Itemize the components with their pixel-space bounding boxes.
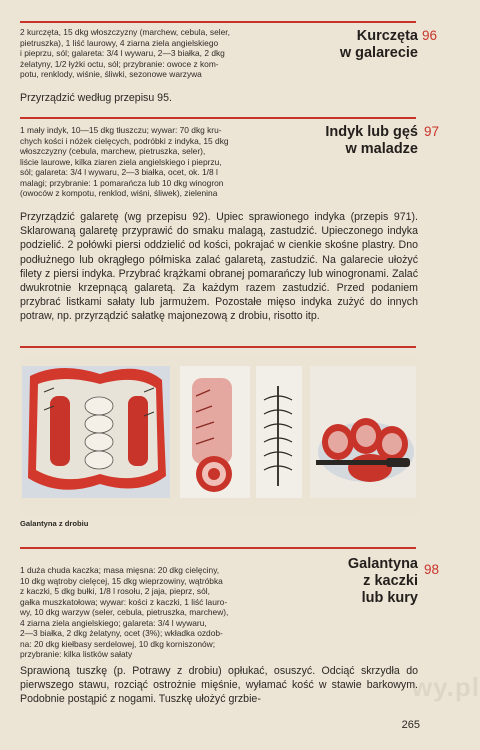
page-number: 265 xyxy=(401,719,420,731)
sliced-galantine-panel xyxy=(310,366,416,498)
ingredient-line: wy, 10 dkg warzyw (seler, cebula, pietruszka, marchew), xyxy=(20,607,229,617)
recipe-98-top-rule xyxy=(20,547,416,549)
ingredient-line: na: 20 dkg kiełbasy serdelowej, 10 dkg korniszonów; xyxy=(20,638,216,649)
recipe-98-ingredients xyxy=(20,565,310,660)
ingredient-line: i pieprzu, sól; galareta: 3/4 l wywaru, 2—3 białka, 2 dkg xyxy=(20,48,225,58)
recipe-98-title xyxy=(348,556,418,607)
recipe-97-number: 97 xyxy=(424,124,440,139)
recipe-title-line: Kurczęta xyxy=(356,28,418,44)
ingredient-line: pietruszka), 1 liść laurowy, 4 ziarna ziela angielskiego xyxy=(20,37,219,48)
ingredient-line: z kaczki, 5 dkg bułki, 1/8 l rosołu, 2 jaja, pieprz, sól, xyxy=(20,586,210,596)
recipe-96-title xyxy=(340,28,418,62)
ingredient-line: 1 mały indyk, 10—15 dkg tłuszczu; wywar: 70 dkg kru- xyxy=(20,125,222,135)
ingredient-line: (owoców z kompotu, renklod, wiśni, śliwek), zielenina xyxy=(20,188,218,198)
illustration-top-rule xyxy=(20,346,416,348)
recipe-97-title xyxy=(325,124,418,158)
ingredient-line: sól; galareta: 3/4 l wywaru, 2—3 białka, ocet, ok. 1/8 l xyxy=(20,167,218,177)
recipe-title-line: w galarecie xyxy=(339,45,418,61)
recipe-title-line: Indyk lub gęś xyxy=(325,124,418,140)
galantine-illustration xyxy=(20,356,418,514)
ingredient-line: 2—3 białka, 2 dkg żelatyny, ocet (3%); wkładka ozdob- xyxy=(20,628,223,638)
ingredient-line: malagi; przybranie: 1 pomarańcza lub 10 dkg winogron xyxy=(20,177,224,188)
ingredient-line: gałka muszkatołowa; wywar: kości z kaczki, 1 liść lauro- xyxy=(20,596,228,607)
recipe-96-top-rule xyxy=(20,21,416,23)
watermark: wy.pl xyxy=(411,672,480,702)
recipe-97-top-rule xyxy=(20,117,416,119)
recipe-96-ingredients xyxy=(20,27,310,80)
recipe-title-line: lub kury xyxy=(361,590,418,606)
ingredient-line: liście laurowe, kilka ziaren ziela angielskiego i pieprzu, xyxy=(20,156,222,167)
ingredient-line: 2 kurczęta, 15 dkg włoszczyzny (marchew, cebula, seler, xyxy=(20,27,230,37)
stuffed-bird-panel xyxy=(22,366,170,498)
recipe-97-ingredients xyxy=(20,125,302,199)
recipe-98-body: Sprawioną tuszkę (p. Potrawy z drobiu) opłukać, osuszyć. Odciąć skrzydła do pierwszego stawu, rozciąć ostrożnie mięśnie, wyłamać kość w stawie barkowym. Podobnie postąpić z nogami. Tuszkę ułożyć grzbie- xyxy=(20,665,418,706)
recipe-title-line: Galantyna xyxy=(347,556,418,572)
illustration-caption: Galantyna z drobiu xyxy=(20,519,89,528)
recipe-96-body: Przyrządzić według przepisu 95. xyxy=(20,92,172,104)
ingredient-line: potu, renklody, wiśnie, śliwki, sezonowe warzywa xyxy=(20,69,202,79)
ingredient-line: 1 duża chuda kaczka; masa mięsna: 20 dkg cielęciny, xyxy=(20,565,220,575)
recipe-title-line: z kaczki xyxy=(363,573,418,589)
ingredient-line: 4 ziarna ziela angielskiego; galareta: 3/4 l wywaru, xyxy=(20,617,207,628)
recipe-96-number: 96 xyxy=(422,28,438,43)
ingredient-line: przybranie: kilka listków sałaty xyxy=(20,649,133,659)
ingredient-line: chych kości i nóżek cielęcych, podróbki z indyka, 15 dkg xyxy=(20,135,229,146)
recipe-97-body: Przyrządzić galaretę (wg przepisu 92). Upiec sprawionego indyka (przepis 971). Sklarowaną galaretę przyprawić do smaku malagą, zastudzić. Upieczonego indyka podzielić. 2 połówki piersi oddzielić od kości, pokrajać w cienkie skośne plastry. Dno podłużnego lub okrągłego półmiska zalać galaretą, zastudzić. Na galarecie ułożyć filety z piersi indyka. Przybrać krążkami obranej pomarańczy lub winogronami. Zalać dwukrotnie krzepnącą galaretą. Za każdym razem zastudzić. Przed podaniem przybrać listkami sałaty lub jarmużem. Pozostałe mięso indyka zużyć do innych potraw, np. przyrządzić sałatkę majonezową z drobiu, risotto itp. xyxy=(20,211,418,323)
tied-roll-panel xyxy=(256,366,302,498)
ingredient-line: 10 dkg wątroby cielęcej, 15 dkg wieprzowiny, wątróbka xyxy=(20,575,223,586)
ingredient-line: żelatyny, 1/2 łyżki octu, sól; przybranie: owoce z kom- xyxy=(20,58,219,69)
ingredient-line: włoszczyzny (cebula, marchew, pietruszka, seler), xyxy=(20,146,206,156)
recipe-title-line: w maladze xyxy=(345,141,418,157)
rolled-galantine-panel xyxy=(180,366,250,498)
recipe-98-number: 98 xyxy=(424,562,440,577)
